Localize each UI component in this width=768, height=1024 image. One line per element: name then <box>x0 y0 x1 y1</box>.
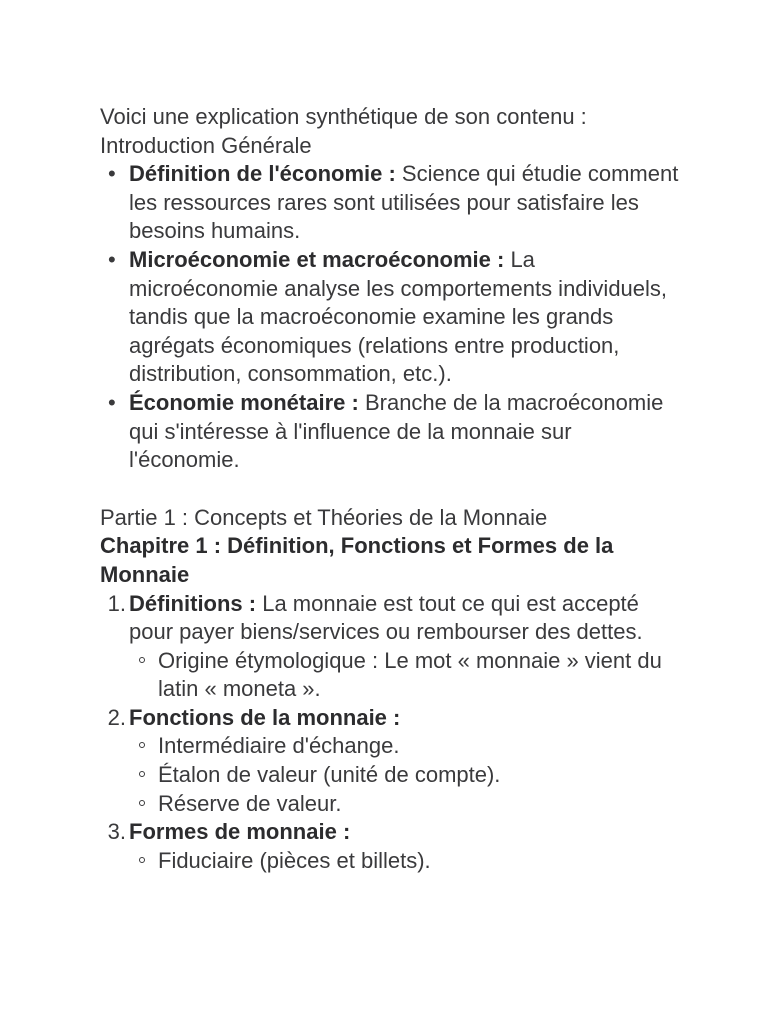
general-bullet-list <box>100 160 680 475</box>
item-number: 1. <box>107 590 126 616</box>
term-label: Économie monétaire : <box>129 389 359 415</box>
numbered-item <box>100 704 680 818</box>
part-title: Partie 1 : Concepts et Théories de la Monnaie <box>100 504 548 530</box>
bullet-icon: • <box>108 246 116 272</box>
sub-item-text: Réserve de valeur. <box>158 790 342 816</box>
list-item <box>100 246 680 389</box>
sub-list <box>129 847 680 876</box>
intro-text: Voici une explication synthétique de son contenu : <box>100 104 587 129</box>
circle-bullet-icon <box>139 800 145 806</box>
sub-item-text: Origine étymologique : Le mot « monnaie » vient du latin « moneta ». <box>158 647 662 702</box>
sub-item <box>129 761 680 790</box>
sub-item-text: Fiduciaire (pièces et billets). <box>158 847 431 873</box>
chapter-numbered-list <box>100 590 680 876</box>
item-number: 2. <box>107 704 126 730</box>
sub-item-text: Étalon de valeur (unité de compte). <box>158 762 501 788</box>
list-item <box>100 389 680 475</box>
sub-item <box>129 790 680 819</box>
section-spacer <box>100 475 680 504</box>
term-label: Formes de monnaie : <box>129 819 351 845</box>
circle-bullet-icon <box>139 771 145 777</box>
numbered-item <box>100 590 680 704</box>
sub-item <box>129 847 680 876</box>
term-description: Science qui étudie comment les ressources rares sont utilisées pour satisfaire les besoins humains. <box>129 161 679 244</box>
circle-bullet-icon <box>139 657 145 663</box>
term-label: Microéconomie et macroéconomie : <box>129 246 505 272</box>
circle-bullet-icon <box>139 857 145 863</box>
numbered-item <box>100 818 680 875</box>
term-label: Définition de l'économie : <box>129 161 396 187</box>
sub-list <box>129 647 680 704</box>
circle-bullet-icon <box>139 742 145 748</box>
sub-item-text: Intermédiaire d'échange. <box>158 733 400 759</box>
term-description: La monnaie est tout ce qui est accepté pour payer biens/services ou rembourser des dettes. <box>129 590 643 645</box>
term-label: Définitions : <box>129 590 257 616</box>
bullet-icon: • <box>108 161 116 187</box>
section-title-general: Introduction Générale <box>100 132 312 158</box>
term-description: La microéconomie analyse les comportements individuels, tandis que la macroéconomie examine les grands agrégats économiques (relations entre production, distribution, consommation, etc.). <box>129 246 668 387</box>
term-description: Branche de la macroéconomie qui s'intéresse à l'influence de la monnaie sur l'économie. <box>129 389 664 473</box>
bullet-icon: • <box>108 389 116 415</box>
list-item <box>100 160 680 246</box>
sub-item <box>129 732 680 761</box>
chapter-title: Chapitre 1 : Définition, Fonctions et Formes de la Monnaie <box>100 533 614 587</box>
item-number: 3. <box>107 819 126 845</box>
term-label: Fonctions de la monnaie : <box>129 704 401 730</box>
sub-list <box>129 732 680 818</box>
sub-item <box>129 647 680 704</box>
document-content <box>100 103 680 875</box>
